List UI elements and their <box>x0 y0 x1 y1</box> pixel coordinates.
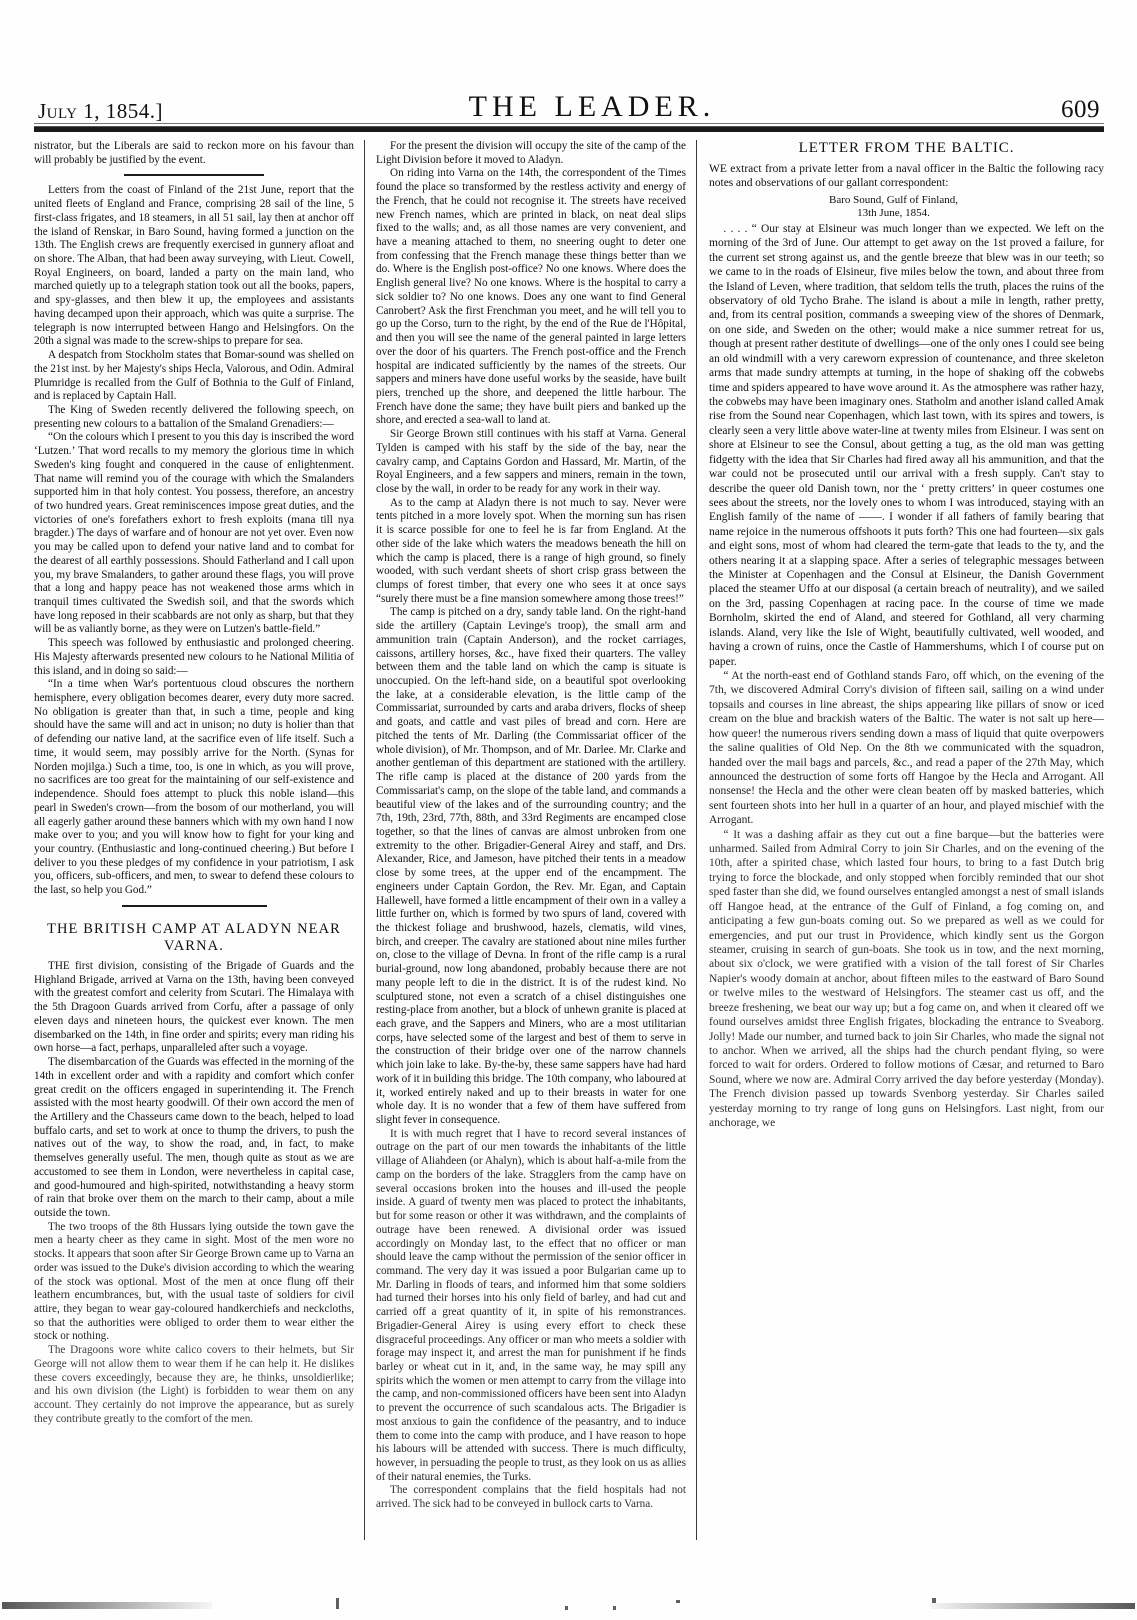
paragraph: For the present the division will occupy the site of the camp of the Light Division before it moved to Aladyn. <box>376 140 686 166</box>
carryover-paragraph: nistrator, but the Liberals are said to reckon more on his favour than will probably be justified by the event. <box>34 140 354 166</box>
section-heading: THE BRITISH CAMP AT ALADYN NEAR VARNA. <box>47 920 341 954</box>
speech-quote: “In a time when War's portentuous cloud obscures the northern hemisphere, every obligation becomes dearer, every duty more sacred. No obligation is greater than that, in such a time, people and king should have the same will and act in unison; no duty is holier than that of defending our native land, at the sacrifice even of life itself. Such a time, it would seem, may possibly arrive for the North. (Synas for Norden mojilga.) Such a time, too, is one in which, as you will prove, no sacrifices are too great for the maintaining of our self-existence and independence. Should foes attempt to pluck this noble island—this pearl in Sweden's crown—from the bosom of our motherland, you will all eagerly gather around these banners which with my own hand I now make over to you; and you will know how to fight for your king and your country. (Enthusiastic and long-continued cheering.) But before I deliver to you these pledges of my confidence in your patriotism, I ask you, officers, sub-officers, and men, to swear to defend these colours to the last, so help you God.” <box>34 678 354 897</box>
scan-artifact <box>930 1603 1135 1609</box>
paragraph: Sir George Brown still continues with his staff at Varna. General Tylden is camped with his staff by the side of the bay, near the cavalry camp, and Captains Gordon and Hassard, Mr. Martin, of the Royal Engineers, and a few sappers and miners, remain in the town, close by the wall, in order to be ready for any work in their way. <box>376 428 686 495</box>
paragraph: On riding into Varna on the 14th, the correspondent of the Times found the place so transformed by the restless activity and energy of the French, that he could not recognise it. The streets have received new French names, which are printed in black, on neat deal slips fixed to the walls; and, as all those names are very convenient, and have a meaning attached to them, no sneering ought to deter one from confessing that the French manage these things better than we do. Where is the English post-office? No one knows. Where does the English general live? No one knows. Where is the hospital to carry a sick soldier to? No one knows. Does any one want to find General Canrobert? Ask the first Frenchman you meet, and he will tell you to go up the Corso, turn to the right, by the end of the Rue de l'Hôpital, and then you will see the name of the general painted in large letters over the door of his quarters. The French post-office and the French hospital are indicated sufficiently by the names of the streets. Our sappers and miners have done useful works by the seaside, have built piers, trenched up the shore, and deepened the little harbour. The French have done the same; they have built piers and banked up the shore, and erected a sea-wall to land at. <box>376 167 686 427</box>
paragraph: A despatch from Stockholm states that Bomar-sound was shelled on the 21st inst. by her Majesty's ships Hecla, Valorous, and Odin. Admiral Plumridge is recalled from the Gulf of Bothnia to the Gulf of Finland, and is replaced by Captain Hall. <box>34 349 354 403</box>
dateline-place: Baro Sound, Gulf of Finland, <box>829 193 958 206</box>
masthead <box>38 88 1100 124</box>
section-heading: LETTER FROM THE BALTIC. <box>798 140 1015 156</box>
page-number: 609 <box>1060 96 1100 123</box>
paragraph: This speech was followed by enthusiastic and prolonged cheering. His Majesty afterwards presented new colours to he National Militia of this island, and in doing so said:— <box>34 637 354 677</box>
paragraph: It is with much regret that I have to record several instances of outrage on the part of our men towards the inhabitants of the little village of Aliahdeen (or Ahalyn), which is about half-a-mile from the camp on the borders of the lake. Stragglers from the camp have on several occasions broken into the houses and ill-used the people inside. A guard of twenty men was placed to protect the inhabitants, but for some reason or other it was withdrawn, and the complaints of outrage have been renewed. A divisional order was issued accordingly on Monday last, to the effect that no officer or man should leave the camp without the permission of the senior officer in command. The very day it was issued a poor Bulgarian came up to Mr. Darling in floods of tears, and informed him that some soldiers had turned their horses into his only field of barley, and had cut and carried off a great quantity of it, in spite of his remonstrances. Brigadier-General Airey is using every effort to check these disgraceful proceedings. Any officer or man who meets a soldier with forage may inspect it, and arrest the man for punishment if he finds barley or wheat cut in it, and, in the same way, he may spill any spirits which the women or men attempt to carry from the village into the camp, and non-commissioned officers have been sent into Aladyn to prevent the occurrence of such scandalous acts. The Brigadier is most anxious to gain the confidence of the peasantry, and to induce them to come into the camp with produce, and I have reason to hope his labours will be attended with success. There is much difficulty, however, in persuading the people to trust, as they look on us as allies of their natural enemies, the Turks. <box>376 1127 686 1483</box>
column-2 <box>364 140 696 1540</box>
article-columns <box>34 140 1104 1540</box>
paragraph: Letters from the coast of Finland of the 21st June, report that the united fleets of England and France, comprising 28 sail of the line, 5 first-class frigates, and 18 steamers, in all 51 sail, lay then at anchor off the island of Renskar, in Baro Sound, having formed a junction on the 13th. The English crews are frequently exercised in gunnery afloat and on shore. The Alban, that had been away surveying, with Lieut. Cowell, Royal Engineers, on board, landed a party on the main land, who marched quietly up to a telegraph station took out all the books, papers, and spy-glasses, and then blew it up, the employees and assistants having decamped upon their approach, which was quite a surprise. The telegraph is now interrupted between Hango and Helsingfors. On the 20th a signal was made to the screw-ships to prepare for sea. <box>34 184 354 348</box>
dateline <box>709 194 1104 220</box>
column-3 <box>696 140 1104 1540</box>
paragraph: “ It was a dashing affair as they cut out a fine barque—but the batteries were unharmed. Sailed from Admiral Corry to join Sir Charles, and on the evening of the 10th, after a spirited chase, which lasted four hours, to bring to a fast Dutch brig trying to force the blockade, and only stopped when forcibly reminded that our shot sped faster than she did, we found ourselves entangled amongst a nest of small islands off Hangoe head, at the entrance of the Gulf of Finland, a fog coming on, and anticipating a few gun-boats coming out. So we prepared as well as we could for emergencies, and put our trust in Providence, which kindly sent us the Gorgon steamer, cruising in search of gun-boats. She took us in tow, and the next morning, about six o'clock, we were gratified with a vision of the tall forest of Sir Charles Napier's woody domain at anchor, about fifteen miles to the eastward of Baro Sound or twelve miles to the westward of Helsingfors. The steamer cast us off, and the breeze freshening, we beat our way up; but a fog came on, and when it cleared off we found ourselves amidst three English frigates, blockading the entrance to Sveaborg. Jolly! Made our number, and turned back to join Sir Charles, who made the signal not to anchor. When we arrived, all the ships had the church pendant flying, so were forced to wait for orders. Ordered to follow motions of Cæsar, and returned to Baro Sound, where we now are. Admiral Corry arrived the day before yesterday (Monday). The French division passed up towards Svenborg yesterday. Sir Charles sailed yesterday morning to try range of long guns on Helsingfors. Last night, from our anchorage, we <box>709 828 1104 1130</box>
paragraph: The disembarcation of the Guards was effected in the morning of the 14th in excellent order and with a rapidity and comfort which confer great credit on the officers engaged in superintending it. The French assisted with the most hearty goodwill. Of their own accord the men of the Artillery and the Chasseurs came down to the beach, helped to load buffalo carts, and set to work at once to thump the drivers, to push the natives out of the way, to show the road, and, in fact, to make themselves generally useful. The men, though quite as stout as we are accustomed to see them in London, were nevertheless in capital case, and good-humoured and high-spirited, notwithstanding a heavy storm of rain that broke over them on the march to their camp, about a mile outside the town. <box>34 1056 354 1219</box>
paragraph: As to the camp at Aladyn there is not much to say. Never were tents pitched in a more lovely spot. When the morning sun has risen it is scarce possible for one to feel he is far from England. At the other side of the lake which waters the meadows beneath the hill on which the camp is placed, there is a range of high ground, so finely wooded, with such verdant sheets of short crisp grass between the clumps of forest timber, that every one who sees it at once says “surely there must be a fine mansion somewhere among those trees!” <box>376 496 686 605</box>
scan-artifact <box>336 1598 339 1609</box>
paragraph: . . . . “ Our stay at Elsineur was much longer than we expected. We left on the morning of the 3rd of June. Our attempt to get away on the 1st proved a failure, for the current set strong against us, and the gentle breeze that blew was in our teeth; so we came to in the roads of Elsineur, five miles below the town, and about three from the Island of Leven, where tradition, that seldom tells the truth, places the ruins of the observatory of old Tycho Brahe. The island is about a mile in length, rather pretty, and, from its central position, commands a sweeping view of the shores of Denmark, on one side, and Sweden on the other; would make a nice summer retreat for us, though at present rather destitute of dwellings—one of the only ones I could see being an old windmill with a very careworn expression of countenance, and three skeleton arms that made sundry attempts at turning, in the hope of shaking off the cobwebs time and spiders appeared to have wove around it. As the atmosphere was rather hazy, the cobwebs may have been imaginary ones. Statholm and another island called Amak rise from the Sound near Copenhagen, which last town, with its spires and towers, is clearly seen a very little above water-line at twenty miles from Elsineur. I was sent on shore at Elsineur to see the Consul, about getting a tug, as the old man was getting fidgetty with the idea that Sir Charles had fired away all his ammunition, and that the war could not be prosecuted until our arrival with a fresh supply. Can't stay to describe the queer old Danish town, nor the ‘ pretty critters’ in queer costumes one sees about the streets, nor the lovely ones to whom I was introduced, staying with an English family of the name of ——. I wonder if all fathers of family bearing that name rejoice in the numerous offshoots it puts forth? This one had fourteen—six gals and eight sons, most of whom had cleared the term-gate that leads to the ty, and the others nearing it at a slapping space. After a series of telegraphic messages between the Minister at Copenhagen and the Consul at Elsineur, the Danish Government placed the steamer Uffo at our disposal (a certain breach of neutrality), and we sailed on the 3rd, passing Copenhagen at racing pace. In the course of time we made Bornholm, skirted the end of Aland, and steered for Gothland, all very charming islands. Aland, very like the Isle of Wight, beautifully cultivated, well wooded, and having a crown of ruins, once the Castle of Hammershums, which I of course put on paper. <box>709 222 1104 668</box>
paragraph: The correspondent complains that the field hospitals had not arrived. The sick had to be conveyed in bullock carts to Varna. <box>376 1484 686 1511</box>
scan-artifact <box>2 1602 212 1609</box>
paragraph: The two troops of the 8th Hussars lying outside the town gave the men a hearty cheer as they came in sight. Most of the men wore no stocks. It appears that soon after Sir George Brown came up to Varna an order was issued to the Duke's division according to which the wearing of the stock was optional. Most of the men at once flung off their leathern encumbrances, but, with the usual taste of soldiers for civil attire, they began to wear gay-coloured handkerchiefs and neckcloths, so that the authorities were obliged to order them to wear either the stock or nothing. <box>34 1220 354 1343</box>
paragraph: The camp is pitched on a dry, sandy table land. On the right-hand side the artillery (Captain Levinge's troop), the small arm and ammunition train (Captain Anderson), and the rocket carriages, caissons, artillery horses, &c., have fixed their quarters. The valley between them and the table land on which the camp is situate is unoccupied. On the left-hand side, on a beautiful spot overlooking the lake, at a considerable elevation, is the little camp of the Commissariat, surrounded by carts and araba drivers, flocks of sheep and goats, and cattle and vast piles of bread and corn. Here are pitched the tents of Mr. Darling (the Commissariat officer of the whole division), of Mr. Thompson, and of Mr. Darlee. Mr. Clarke and another gentleman of this department are stationed with the artillery. The rifle camp is placed at the distance of 200 yards from the Commissariat's camp, on the slope of the table land, and commands a beautiful view of the lakes and of the surrounding country; and the 7th, 19th, 23rd, 77th, 88th, and 33rd Regiments are encamped close together, so that the lines of canvas are almost unbroken from one extremity to the other. Brigadier-General Airey and staff, and Drs. Alexander, Rice, and Jameson, have pitched their tents in a meadow close by some trees, at the upper end of the encampment. The engineers under Captain Gordon, the Rev. Mr. Egan, and Captain Hallewell, have formed a little encampment of their own in a valley a little further on, which is formed by two spurs of land, covered with the thickest foliage and brushwood, hazels, clematis, wild vines, birch, and creeper. The cavalry are stationed about nine miles further on, close to the village of Devna. In front of the rifle camp is a rural burial-ground, now long abandoned, probably because there are not many people left to die in the district. It is of the rudest kind. No sculptured stone, not even a scratch of a chisel distinguishes one resting-place from another, but a block of unhewn granite is placed at each grave, and the Sappers and Miners, who are a most utilitarian corps, have selected some of the largest and best of them to serve in the construction of their bridge over one of the narrow channels which join lake to lake. By-the-by, these same sappers have had hard work of it in building this bridge. The 10th company, who laboured at it, worked entirely naked and up to their breasts in water for one whole day. It is no wonder that a few of them have suffered from slight fever in consequence. <box>376 606 686 1127</box>
paragraph: THE first division, consisting of the Brigade of Guards and the Highland Brigade, arrived at Varna on the 13th, having been conveyed with the greatest comfort and celerity from Scutari. The Himalaya with the 5th Dragoon Guards arrived from Corfu, after a passage of only eleven days and nineteen hours, the quickest ever known. The men disembarked on the 14th, in fine order and spirits; every man riding his own horse—a fact, perhaps, unparalleled after such a voyage. <box>34 960 354 1055</box>
paragraph: The King of Sweden recently delivered the following speech, on presenting new colours to a battalion of the Smaland Grenadiers:— <box>34 403 354 430</box>
paragraph: The Dragoons wore white calico covers to their helmets, but Sir George will not allow them to wear them if he can help it. He dislikes these covers exceedingly, because they are, he thinks, unsoldierlike; and his own division (the Light) is forbidden to wear them on any account. They certainly do not improve the appearance, but as surely they contribute greatly to the comfort of the men. <box>34 1344 354 1425</box>
column-1 <box>34 140 364 1540</box>
divider-rule <box>122 905 267 907</box>
paragraph: “ At the north-east end of Gothland stands Faro, off which, on the evening of the 7th, we discovered Admiral Corry's division of fifteen sail, sailing on a wind under topsails and courses in line abreast, the ships appearing like pillars of snow or iced cream on the blue and brackish waters of the Baltic. The water is not salt up here—how queer! the numerous rivers sending down a mass of liquid that quite overpowers the saline qualities of Old Nep. On the 8th we communicated with the squadron, handed over the mail bags and parcels, &c., and read a paper of the 27th May, which announced the destruction of some forts off Hangoe by the Hecla and Arrogant. All nonsense! the Hecla and the other were clean beaten off by masked batteries, which sent fourteen shots into her hull in a quarter of an hour, and played mischief with the Arrogant. <box>709 669 1104 827</box>
dateline-date: 13th June, 1854. <box>857 206 930 219</box>
scan-artifact <box>932 1598 936 1603</box>
publication-title: THE LEADER. <box>468 90 716 123</box>
scan-artifact <box>565 1606 568 1610</box>
divider-rule <box>124 174 264 176</box>
speech-quote: “On the colours which I present to you this day is inscribed the word ‘Lutzen.’ That word recalls to my memory the glorious time in which Sweden's king fought and conquered in the cause of enlightenment. That name will remind you of the courage with which the Smalanders supported him in that holy contest. You possess, therefore, an ancestry of two hundred years. Great reminiscences impose great duties, and the victories of one's forefathers exhort to fresh exploits (mana till nya bragder.) The days of warfare and of honour are not yet over. Even now you may be called upon to defend your native land and to combat for the dearest of all earthly possessions. Should Fatherland and I call upon you, my brave Smalanders, to gather around these flags, you will prove that a long and happy peace has not weakened those arms which in tranquil times cultivated the Swedish soil, and that the swords which have long reposed in their scabbards are not only as sharp, but that they will be as valiantly borne, as they were on Lutzen's battle-field.” <box>34 431 354 636</box>
intro-paragraph: WE extract from a private letter from a naval officer in the Baltic the following racy notes and observations of our gallant correspondent: <box>709 162 1104 190</box>
masthead-rule <box>34 126 1104 132</box>
issue-date: July 1, 1854.] <box>38 99 163 123</box>
scan-artifact <box>613 1606 616 1610</box>
scan-artifact <box>676 1600 680 1603</box>
